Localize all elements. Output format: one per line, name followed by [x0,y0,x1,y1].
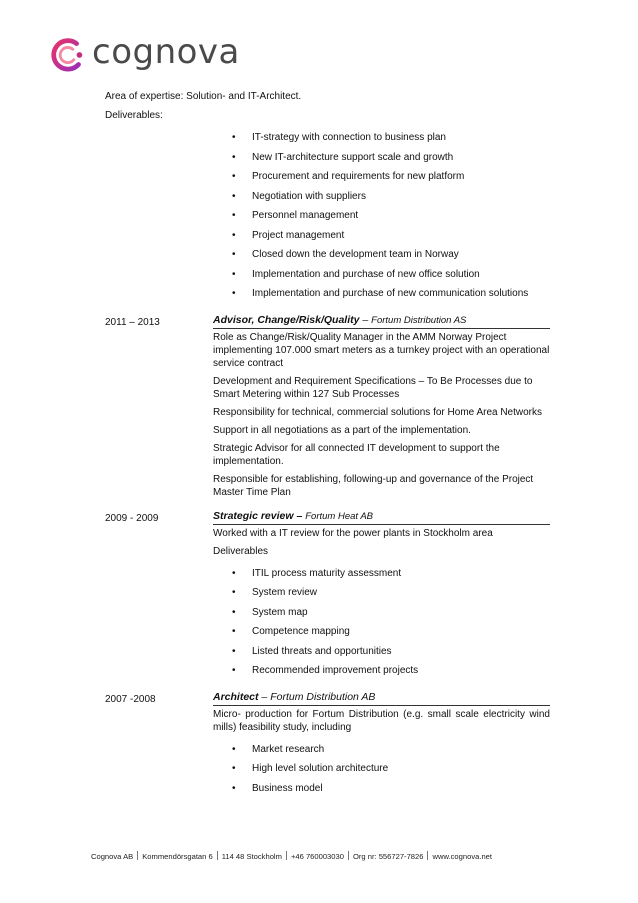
entry-role: Strategic review [213,509,294,522]
entry-paragraph: Deliverables [213,545,269,557]
entry-paragraph: Support in all negotiations as a part of the implementation. [213,424,471,436]
footer-divider [217,851,218,860]
entry-title-line: Advisor, Change/Risk/Quality – Fortum Distribution AS [213,314,550,329]
entry-header [105,692,550,706]
cognova-logo-mark-icon [50,35,88,75]
list-item: • Market research [232,743,325,755]
entry-paragraph: Responsible for establishing, following-up and governance of the Project Master Time Plan [213,473,534,498]
entry-company: Fortum Distribution AS [371,314,467,326]
area-of-expertise: Area of expertise: Solution- and IT-Architect. [105,91,302,102]
footer-company: Cognova AB [91,852,134,861]
logo-wordmark: cognova [92,32,240,72]
footer-city: 114 48 Stockholm [221,852,282,861]
entry-paragraph: Worked with a IT review for the power plants in Stockholm area [213,527,493,539]
experience-entry [105,692,550,802]
list-item: • ITIL process maturity assessment [232,567,402,579]
entry-years: 2007 -2008 [105,693,156,705]
entry-years: 2009 - 2009 [105,512,159,524]
entry-body [213,331,550,499]
footer-divider [427,851,428,860]
entry-years: 2011 – 2013 [105,316,160,328]
entry-paragraph: Strategic Advisor for all connected IT development to support the implementation. [213,442,500,467]
experience-entry [105,511,550,684]
entry-paragraph: Responsibility for technical, commercial solutions for Home Area Networks [213,406,543,418]
page-footer [91,851,492,861]
list-item: • Recommended improvement projects [232,665,419,676]
entry-header [105,315,550,329]
list-item: • Project management [232,229,345,241]
list-item: • New IT-architecture support scale and growth [232,151,454,163]
list-item: • Negotiation with suppliers [232,190,366,202]
entry-role: Architect [213,690,259,703]
entry-company: Fortum Heat AB [305,510,373,522]
list-item: • System map [232,606,308,618]
list-item: • Implementation and purchase of new office solution [232,268,480,280]
footer-divider [348,851,349,860]
entry-body [213,527,550,558]
intro-deliverables-list [213,131,550,307]
list-item: • Personnel management [232,210,359,221]
footer-divider [286,851,287,860]
cognova-logo [50,33,240,77]
footer-org-number: Org nr: 556727-7826 [352,852,424,861]
list-item: • High level solution architecture [232,763,389,774]
list-item: • Business model [232,782,323,794]
list-item: • Listed threats and opportunities [232,645,392,657]
entry-header [105,511,550,525]
entry-role: Advisor, Change/Risk/Quality [213,313,360,326]
list-item: • Procurement and requirements for new platform [232,171,465,182]
footer-street: Kommendörsgatan 6 [142,852,213,861]
experience-entry [105,315,550,499]
list-item: • IT-strategy with connection to business plan [232,132,446,143]
entry-title-line: Strategic review – Fortum Heat AB [213,510,550,525]
footer-phone: +46 760003030 [290,852,344,861]
entry-deliverables-list [213,743,550,802]
list-item: • Implementation and purchase of new communication solutions [232,288,529,299]
entry-paragraph: Micro- production for Fortum Distribution (e.g. small scale electricity wind mills) feasibility study, including [213,708,550,733]
entry-paragraph: Role as Change/Risk/Quality Manager in the AMM Norway Project implementing 107.000 smart meters as a turnkey project with an operational service contract [213,331,550,369]
list-item: • Closed down the development team in Norway [232,249,459,260]
deliverables-label: Deliverables: [105,110,163,121]
entry-deliverables-list [213,567,550,684]
list-item: • System review [232,587,318,598]
list-item: • Competence mapping [232,626,350,637]
footer-website[interactable]: www.cognova.net [432,852,493,861]
cv-content [105,90,550,801]
entry-title-line: Architect – Fortum Distribution AB [213,691,550,706]
entry-paragraph: Development and Requirement Specifications – To Be Processes due to Smart Metering within 127 Sub Processes [213,375,533,400]
footer-divider [137,851,138,860]
entry-company: Fortum Distribution AB [270,690,376,703]
entry-body [213,708,550,734]
